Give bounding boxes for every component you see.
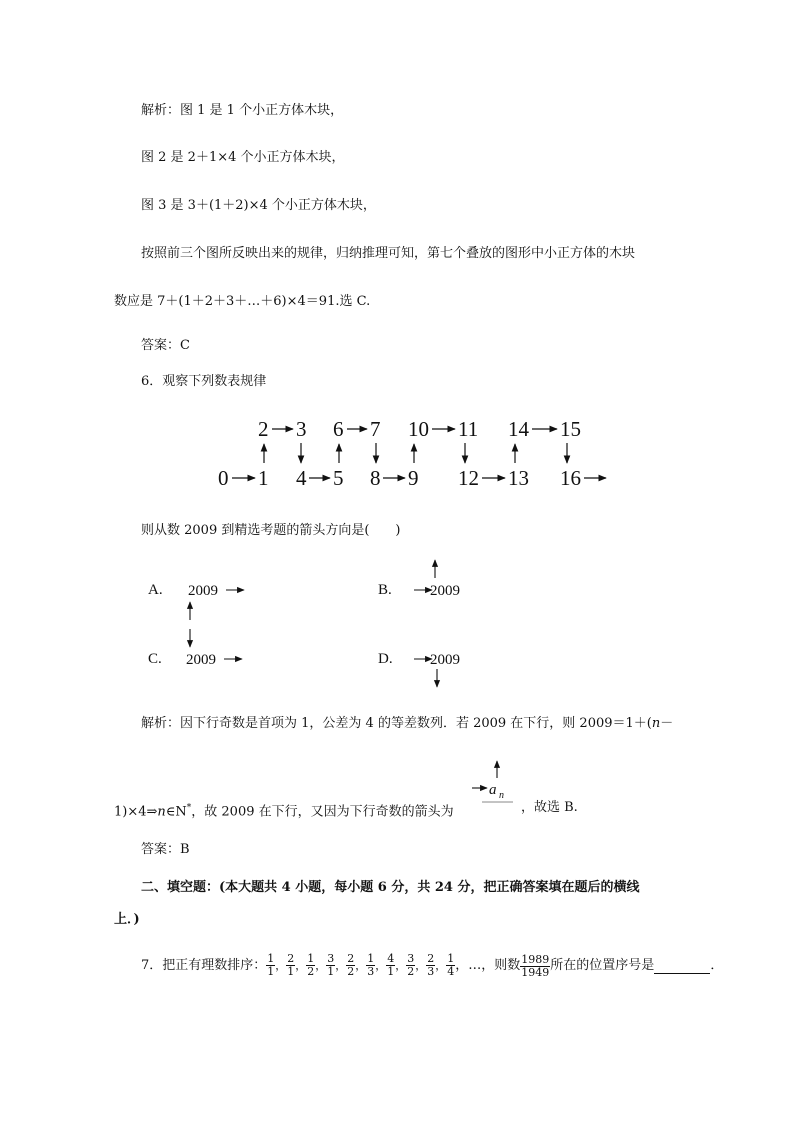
fraction-numerator: 1 <box>447 952 455 965</box>
question-6-title: 6．观察下列数表规律 <box>141 374 267 389</box>
sequence-fraction <box>266 953 275 978</box>
option-d-figure <box>408 640 498 692</box>
top-number: 6 <box>333 417 344 441</box>
fraction-numerator: 3 <box>327 952 335 965</box>
fraction-numerator: 1 <box>267 952 275 965</box>
option-c-figure <box>180 625 270 675</box>
set-notation: ∈N <box>165 804 187 820</box>
bottom-number: 16 <box>560 466 581 490</box>
sequence-fraction <box>446 953 455 978</box>
number-table-diagram <box>210 408 630 498</box>
bottom-number: 5 <box>333 466 344 490</box>
fraction-denominator: 1 <box>267 965 275 978</box>
analysis-q6-text: ，故 2009 在下行，又因为下行奇数的箭头为 <box>191 804 454 820</box>
section-2-title-cont: 上．) <box>114 912 140 927</box>
analysis-q6-text: 解析：因下行奇数是首项为 1，公差为 4 的等差数列．若 2009 在下行，则 2009＝1＋( <box>141 716 652 731</box>
fraction-denominator: 2 <box>307 965 315 978</box>
question-7-text: 所在的位置序号是 <box>550 958 655 973</box>
separator: ， <box>355 959 367 972</box>
separator: ， <box>315 959 327 972</box>
sequence-fraction <box>366 953 375 978</box>
option-b-value: 2009 <box>430 583 460 599</box>
sequence-fraction <box>346 953 355 978</box>
question-7-text: 7．把正有理数排序： <box>141 958 267 973</box>
question-7-text: ，…，则数 <box>455 958 521 973</box>
fraction-denominator: 2 <box>407 965 415 978</box>
question-7 <box>141 949 723 983</box>
top-number: 7 <box>370 417 381 441</box>
fraction-denominator: 1 <box>327 965 335 978</box>
option-b-label: B. <box>378 582 392 598</box>
minus-sign: － <box>660 716 674 731</box>
bottom-number: 0 <box>218 466 229 490</box>
answer-line-1: 答案：C <box>141 338 190 353</box>
section-2-title: 二、填空题：(本大题共 4 小题，每小题 6 分，共 24 分，把正确答案填在题后的横线 <box>141 880 640 895</box>
separator: ， <box>295 959 307 972</box>
fraction-numerator: 1 <box>307 952 315 965</box>
bottom-number: 12 <box>458 466 479 490</box>
sequence-fraction <box>286 953 295 978</box>
fraction-numerator: 1989 <box>521 952 550 966</box>
top-number: 11 <box>458 417 479 441</box>
fraction-numerator: 2 <box>427 952 435 965</box>
target-fraction <box>520 954 550 979</box>
separator: ， <box>395 959 407 972</box>
top-number: 15 <box>560 417 581 441</box>
sequence-fraction <box>386 953 395 978</box>
top-number: 14 <box>508 417 529 441</box>
top-number: 10 <box>408 417 429 441</box>
bottom-number: 9 <box>408 466 419 490</box>
option-a-value: 2009 <box>188 583 218 599</box>
option-c-value: 2009 <box>186 652 216 668</box>
separator: ， <box>335 959 347 972</box>
analysis-q6-text: 1)×4⇒ <box>114 804 158 820</box>
question-7-text: ． <box>710 958 724 973</box>
separator: ， <box>415 959 427 972</box>
analysis-q6-line-1 <box>141 716 673 732</box>
separator: ， <box>375 959 387 972</box>
analysis-q6-conclusion: ，故选 B. <box>521 800 578 815</box>
analysis-line-4: 按照前三个图所反映出来的规律，归纳推理可知，第七个叠放的图形中小正方体的木块 <box>141 246 636 261</box>
fraction-denominator: 1 <box>387 965 395 978</box>
fraction-numerator: 2 <box>347 952 355 965</box>
fraction-numerator: 1 <box>367 952 375 965</box>
top-number: 2 <box>258 417 269 441</box>
sequence-fraction <box>426 953 435 978</box>
separator: ， <box>275 959 287 972</box>
fraction-sequence <box>266 949 455 983</box>
an-arrow-figure <box>470 758 520 808</box>
sequence-fraction <box>306 953 315 978</box>
option-d-label: D. <box>378 651 393 667</box>
variable-n: n <box>157 804 166 820</box>
option-c-label: C. <box>148 651 162 667</box>
fraction-denominator: 1 <box>287 965 295 978</box>
fraction-denominator: 3 <box>367 965 375 978</box>
an-sub: n <box>499 790 504 801</box>
analysis-line-5: 数应是 7＋(1＋2＋3＋…＋6)×4＝91.选 C. <box>114 294 371 309</box>
bottom-number: 4 <box>296 466 307 490</box>
answer-line-2: 答案：B <box>141 842 190 857</box>
an-base: a <box>489 782 497 798</box>
bottom-number: 13 <box>508 466 529 490</box>
top-number: 3 <box>296 417 307 441</box>
fraction-numerator: 4 <box>387 952 395 965</box>
fraction-denominator: 2 <box>347 965 355 978</box>
option-b-figure <box>408 556 498 616</box>
fraction-denominator: 3 <box>427 965 435 978</box>
option-a-label: A. <box>148 582 163 598</box>
sequence-fraction <box>406 953 415 978</box>
analysis-line-1: 解析：图 1 是 1 个小正方体木块， <box>141 103 344 118</box>
fraction-numerator: 3 <box>407 952 415 965</box>
analysis-line-2: 图 2 是 2＋1×4 个小正方体木块， <box>141 150 345 165</box>
superscript-star: * <box>186 803 192 813</box>
question-6-prompt: 则从数 2009 到精选考题的箭头方向是( ) <box>141 523 401 538</box>
bottom-number: 1 <box>258 466 269 490</box>
variable-n: n <box>651 716 661 731</box>
fraction-denominator: 1949 <box>521 965 550 979</box>
option-d-value: 2009 <box>430 652 460 668</box>
analysis-q6-line-2 <box>114 800 454 820</box>
separator: ， <box>435 959 447 972</box>
answer-blank[interactable] <box>654 959 710 974</box>
sequence-fraction <box>326 953 335 978</box>
fraction-numerator: 2 <box>287 952 295 965</box>
bottom-number: 8 <box>370 466 381 490</box>
analysis-line-3: 图 3 是 3＋(1＋2)×4 个小正方体木块， <box>141 198 376 213</box>
fraction-denominator: 4 <box>447 965 455 978</box>
